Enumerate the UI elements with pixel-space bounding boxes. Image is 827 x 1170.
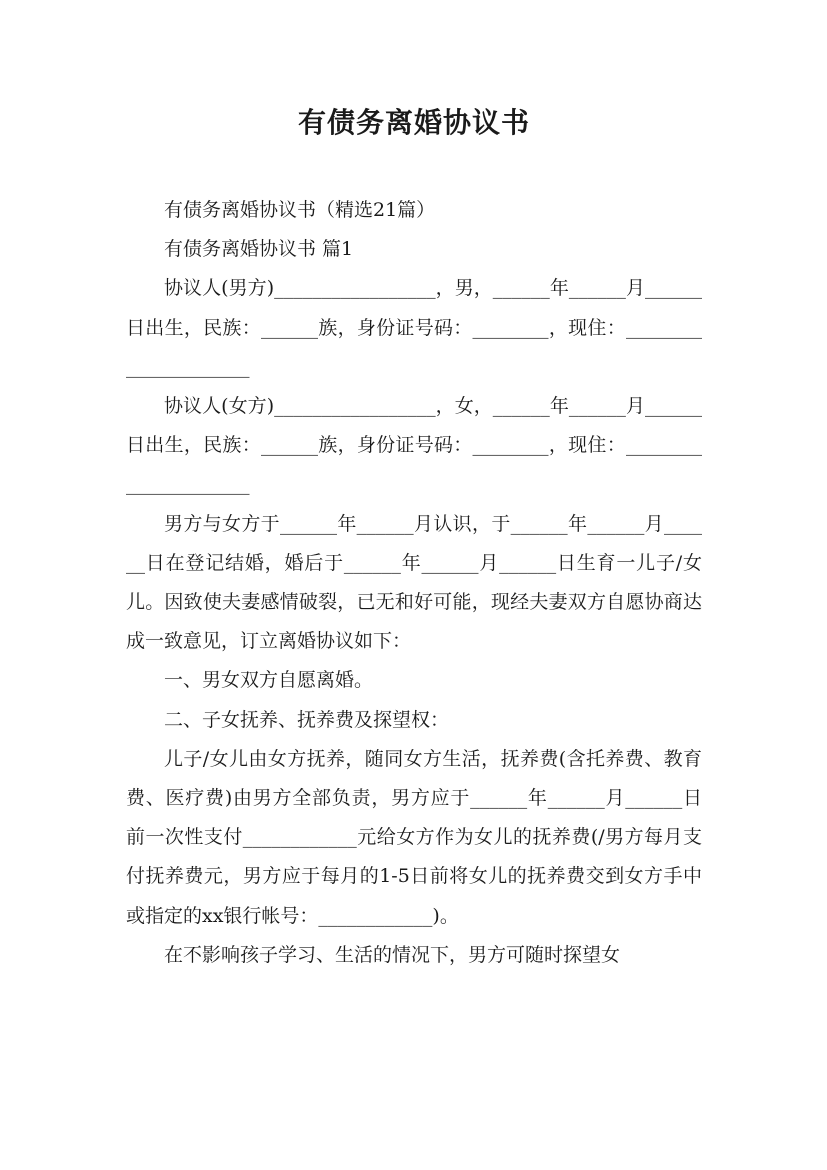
paragraph-visitation: 在不影响孩子学习、生活的情况下，男方可随时探望女 [164, 943, 621, 966]
document-body [126, 191, 702, 975]
paragraph-subtitle: 有债务离婚协议书（精选21篇） [164, 199, 436, 221]
paragraph-clause-2: 二、子女抚养、抚养费及探望权： [164, 708, 450, 731]
paragraph-section-heading: 有债务离婚协议书 篇1 [164, 238, 354, 261]
paragraph-party-female: 协议人(女方)_________________，女，______年______月______日出生，民族：______族，身份证号码：________，现住：_____________________ [126, 395, 702, 496]
paragraph-party-male: 协议人(男方)_________________，男，______年______月______日出生，民族：______族，身份证号码：________，现住：_____________________ [126, 277, 702, 378]
paragraph-background: 男方与女方于______年______月认识，于______年______月______日在登记结婚，婚后于______年______月______日生育一儿子/女儿。因致使夫妻感情破裂，已无和好可能，现经夫妻双方自愿协商达成一致意见，订立离婚协议如下： [126, 512, 702, 653]
paragraph-clause-1: 一、男女双方自愿离婚。 [164, 669, 374, 692]
document-title: 有债务离婚协议书 [297, 106, 530, 139]
paragraph-custody: 儿子/女儿由女方抚养，随同女方生活，抚养费(含托养费、教育费、医疗费)由男方全部负责，男方应于______年______月______日前一次性支付____________元给女方作为女儿的抚养费(/男方每月支付抚养费元，男方应于每月的1-5日前将女儿的抚养费交到女方手中或指定的xx银行帐号：____________)。 [126, 747, 702, 927]
